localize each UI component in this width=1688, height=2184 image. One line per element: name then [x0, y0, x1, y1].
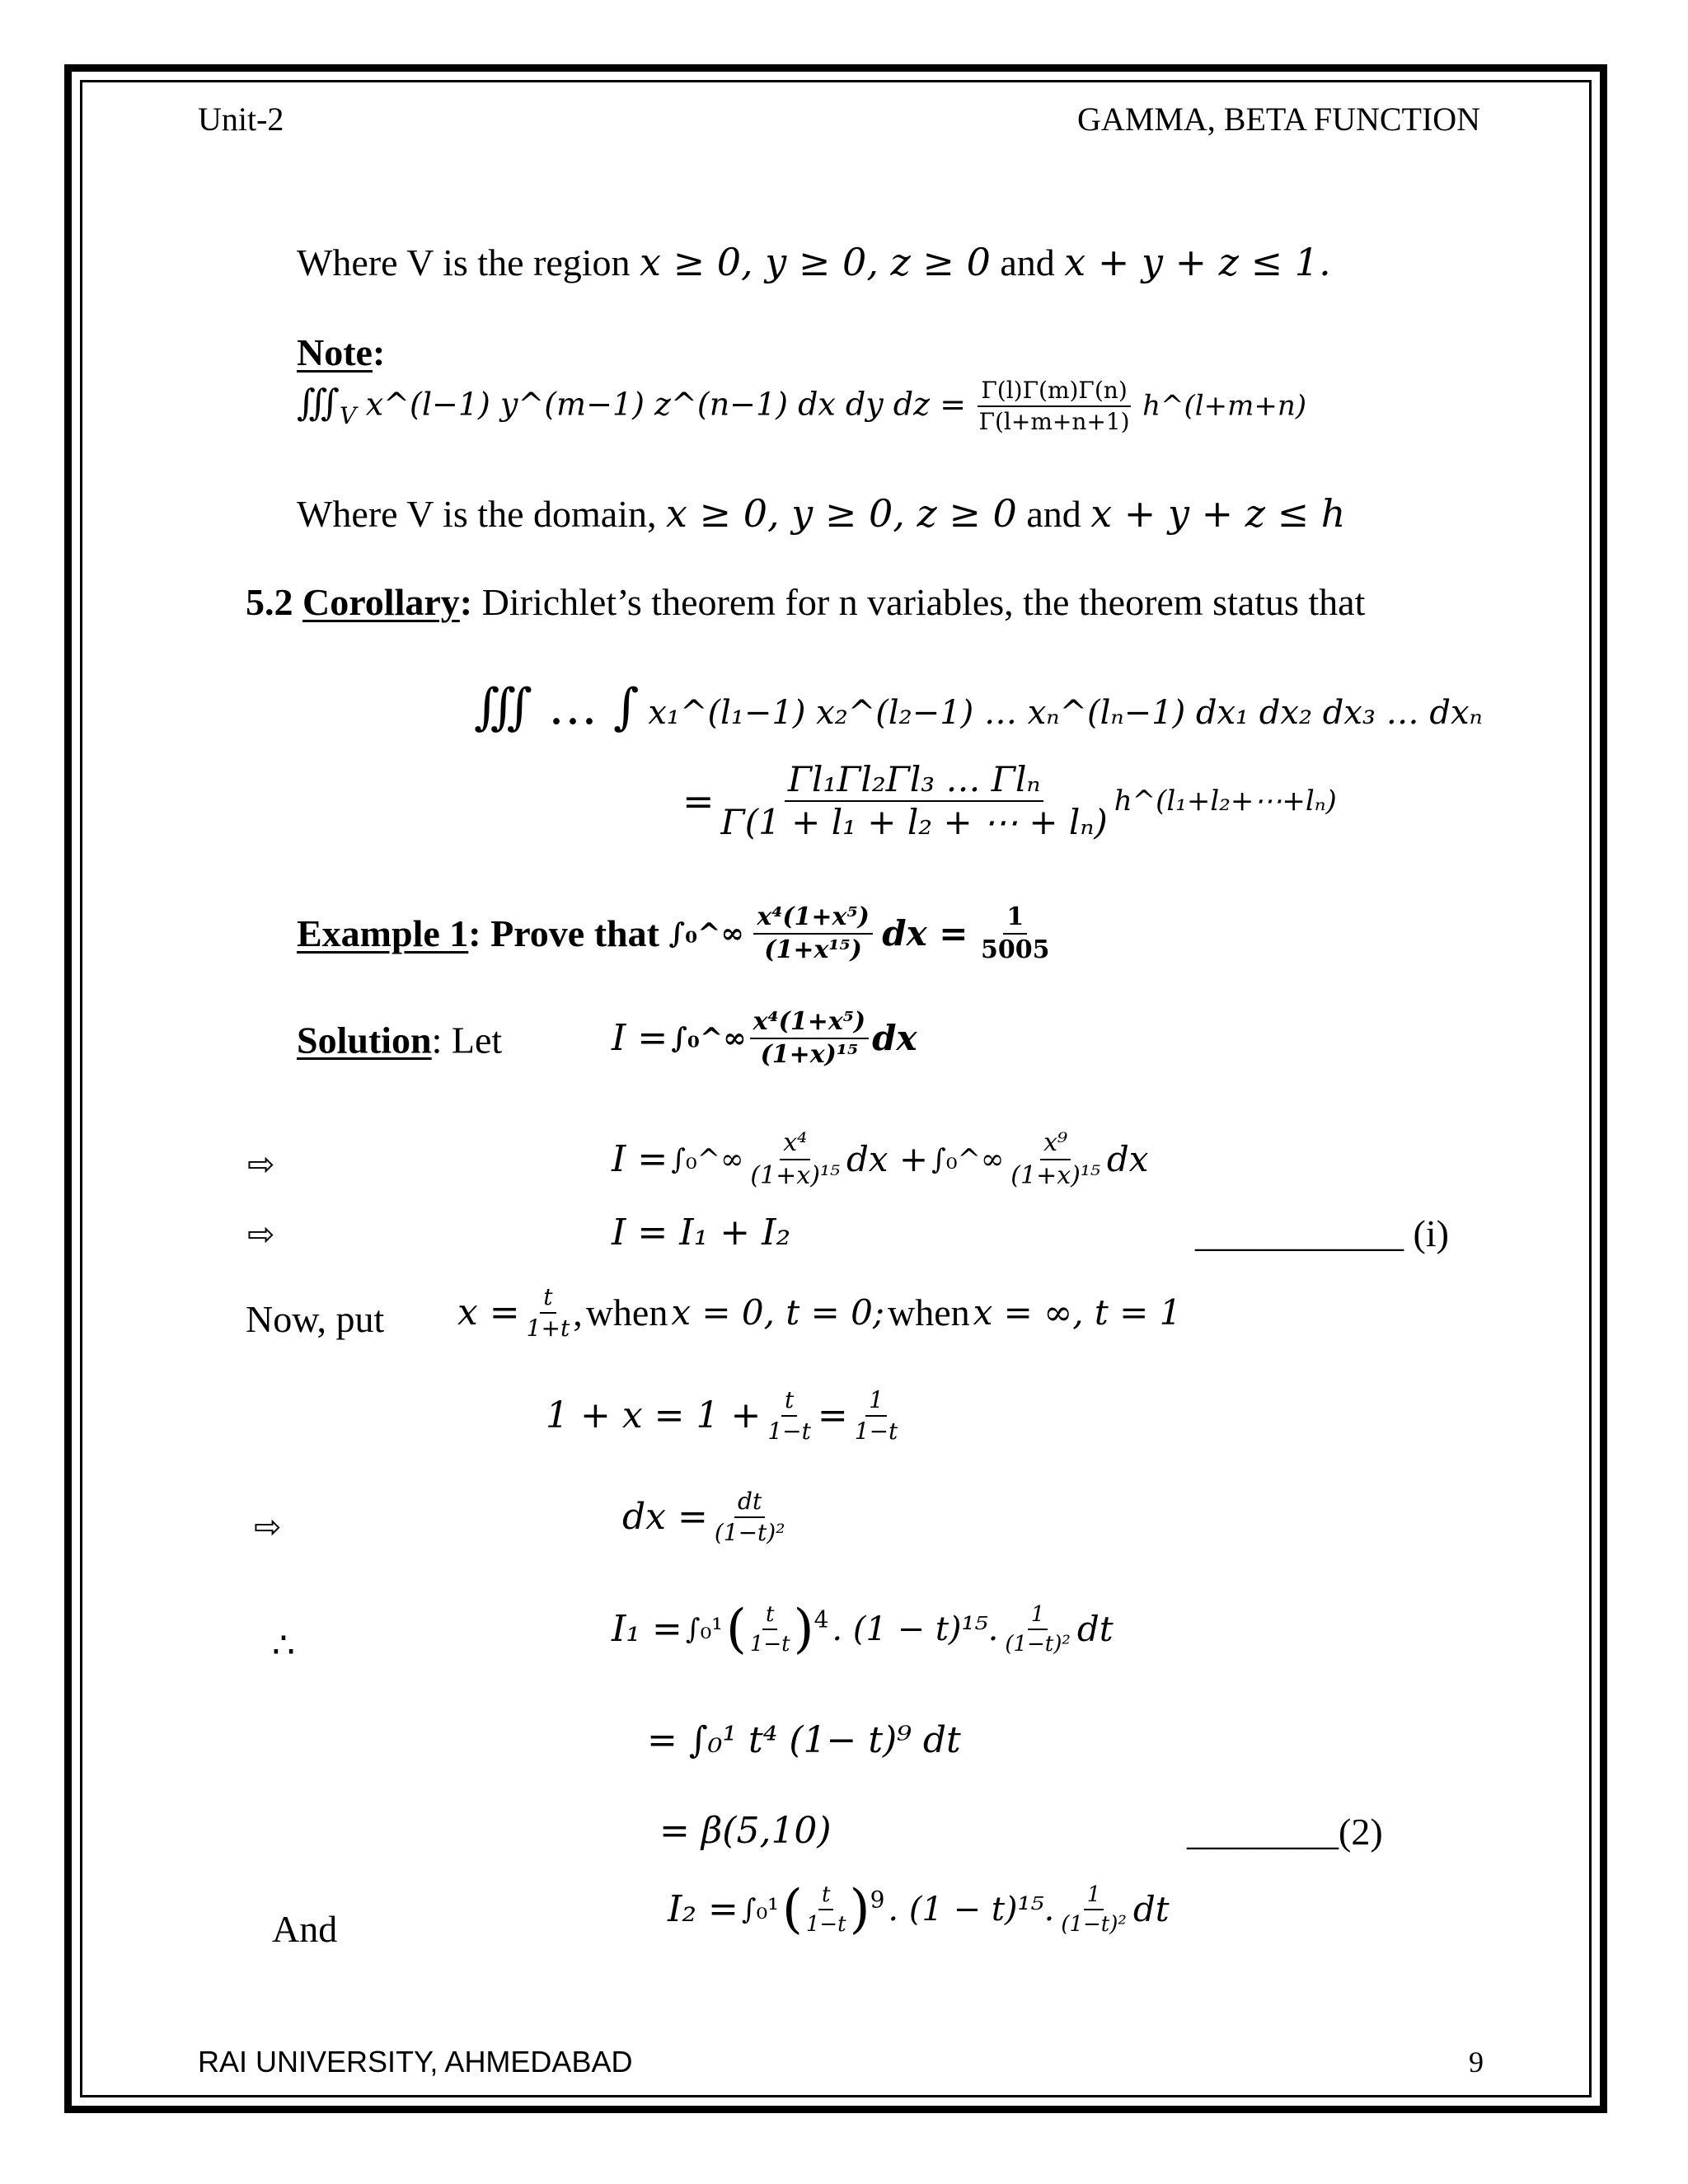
domain-and: and [1026, 493, 1081, 535]
solution-num: x⁴(1+x⁵) [750, 1010, 869, 1039]
i1-dt: dt [1076, 1609, 1114, 1649]
therefore-symbol: ∴ [272, 1625, 295, 1666]
i1-lhs: I₁ = [612, 1608, 682, 1650]
dirichlet-fraction [718, 759, 1111, 842]
i2-integral: ∫₀¹ [741, 1893, 779, 1926]
substitution-lhs: x = [457, 1291, 520, 1333]
domain-line [297, 491, 1346, 536]
step1-den1: (1+x)¹⁵ [750, 1161, 840, 1190]
dirichlet-integral-line [474, 678, 1483, 736]
example-num: x⁴(1+x⁵) [753, 905, 872, 935]
example-den: (1+x¹⁵) [764, 935, 862, 964]
region-math: x ≥ 0, y ≥ 0, z ≥ 0 [640, 240, 991, 284]
note-colon: : [372, 331, 386, 373]
i1-simplified: = ∫₀¹ t⁴ (1− t)⁹ dt [647, 1719, 961, 1761]
dirichlet-equals: = [682, 779, 715, 823]
equation-tag-i: ___________ (i) [1195, 1212, 1449, 1254]
i1-num: t [762, 1604, 777, 1630]
region-line [297, 240, 1331, 284]
substitution-label: Now, put [246, 1298, 385, 1340]
step2-equation: I = I₁ + I₂ [612, 1212, 791, 1254]
substitution-formula [457, 1283, 1182, 1342]
i1-den: 1−t [749, 1632, 790, 1657]
note-label: Note [297, 331, 373, 373]
dirichlet-result-line [682, 759, 1337, 842]
i2-fden: (1−t)² [1061, 1912, 1127, 1937]
step1-dx: dx [1106, 1139, 1149, 1179]
page-number: 9 [1469, 2046, 1484, 2079]
one-plus-x-den2: 1−t [854, 1418, 898, 1445]
note-formula [297, 379, 1306, 434]
corollary-label: Corollary [302, 581, 460, 623]
corollary-colon: : [459, 581, 473, 623]
solution-den: (1+x)¹⁵ [760, 1040, 859, 1069]
region-and: and [1000, 241, 1055, 284]
region-text: Where V is the region [297, 241, 631, 284]
solution-label: Solution [297, 1019, 432, 1062]
step1-den2: (1+x)¹⁵ [1010, 1161, 1100, 1190]
i2-right-paren: ) [849, 1879, 870, 1940]
step1-formula [612, 1128, 1149, 1190]
solution-text: : Let [431, 1019, 503, 1062]
i2-fraction-2 [1057, 1884, 1130, 1935]
dirichlet-tail: h^(l₁+l₂+⋯+lₙ) [1114, 785, 1337, 818]
i1-fnum: 1 [1028, 1604, 1048, 1630]
i2-label: And [272, 1908, 338, 1950]
substitution-cond-2: x = ∞, t = 1 [973, 1292, 1182, 1333]
substitution-num: t [540, 1286, 556, 1314]
solution-lhs: I = [612, 1017, 668, 1059]
one-plus-x-lhs: 1 + x = 1 + [546, 1394, 762, 1436]
dirichlet-frac-den: Γ(1 + l₁ + l₂ + ⋯ + lₙ) [720, 802, 1108, 842]
i2-lhs: I₂ = [668, 1888, 738, 1930]
corollary-text: Dirichlet’s theorem for n variables, the theorem status that [481, 581, 1366, 623]
note-integrand: x^(l−1) y^(m−1) z^(n−1) dx dy dz = [365, 386, 967, 423]
implies-arrow-icon: ⇨ [247, 1146, 275, 1183]
header-title: GAMMA, BETA FUNCTION [1077, 101, 1481, 138]
implies-arrow-icon: ⇨ [247, 1216, 275, 1254]
example-label: Example 1 [297, 912, 469, 954]
equation-tag-2: ________(2) [1187, 1811, 1383, 1853]
substitution-den: 1+t [526, 1315, 570, 1342]
i1-right-paren: ) [793, 1599, 814, 1660]
one-plus-x-fraction-2 [851, 1386, 902, 1445]
substitution-cond-1: x = 0, t = 0; [671, 1292, 884, 1333]
i2-num: t [818, 1884, 833, 1910]
one-plus-x-den1: 1−t [767, 1418, 811, 1445]
i2-den: 1−t [805, 1912, 846, 1937]
one-plus-x-num2: 1 [865, 1389, 887, 1417]
solution-line [297, 1018, 503, 1062]
solution-integral: ∫₀^∞ [671, 1022, 747, 1055]
solution-formula [612, 1007, 917, 1069]
step1-integral-1: ∫₀^∞ [671, 1143, 744, 1176]
example-result-num: 1 [1003, 905, 1027, 935]
step1-fraction-1 [747, 1128, 843, 1190]
corollary-number: 5.2 [246, 581, 293, 623]
dirichlet-integrand: x₁^(l₁−1) x₂^(l₂−1) … xₙ^(lₙ−1) dx₁ dx₂ dx₃ … dxₙ [648, 694, 1483, 732]
solution-fraction [750, 1007, 869, 1069]
solution-dx: dx [872, 1018, 917, 1058]
example-line [297, 902, 1053, 964]
implies-arrow-icon: ⇨ [254, 1508, 282, 1546]
header-unit: Unit-2 [198, 101, 284, 138]
step1-integral-2: ∫₀^∞ [931, 1143, 1005, 1176]
dx-lhs: dx = [622, 1496, 708, 1538]
i1-fraction [747, 1604, 794, 1655]
one-plus-x-eq: = [817, 1394, 848, 1436]
i1-mid: . (1 − t)¹⁵. [832, 1610, 999, 1648]
i1-formula [612, 1599, 1114, 1660]
dx-den: (1−t)² [714, 1519, 785, 1546]
domain-math: x ≥ 0, y ≥ 0, z ≥ 0 [665, 491, 1017, 536]
domain-math2: x + y + z ≤ h [1090, 491, 1346, 536]
example-result [978, 902, 1053, 964]
i1-integral: ∫₀¹ [685, 1613, 723, 1646]
i2-fraction [803, 1884, 850, 1935]
substitution-comma: , [573, 1291, 583, 1333]
region-math2: x + y + z ≤ 1. [1064, 240, 1331, 284]
i1-fden: (1−t)² [1005, 1632, 1071, 1657]
i1-fraction-2 [1001, 1604, 1074, 1655]
example-result-den: 5005 [981, 935, 1050, 964]
i1-left-paren: ( [725, 1599, 747, 1660]
note-frac-num: Γ(l)Γ(m)Γ(n) [978, 379, 1130, 407]
note-heading [297, 331, 386, 373]
i2-fnum: 1 [1084, 1884, 1104, 1910]
substitution-when-2: when [888, 1291, 970, 1333]
step1-mid: dx + [846, 1139, 929, 1179]
step1-lhs: I = [612, 1138, 668, 1180]
i2-power: 9 [870, 1886, 885, 1914]
one-plus-x-num1: t [781, 1389, 797, 1417]
note-fraction [976, 379, 1133, 434]
triple-integral-sign: ∭ [297, 382, 340, 424]
dx-fraction [711, 1490, 789, 1544]
example-dx: dx = [882, 913, 968, 954]
dirichlet-integral-signs: ∭ … ∫ [474, 678, 640, 736]
one-plus-x-formula [546, 1386, 901, 1445]
dx-num: dt [734, 1490, 765, 1518]
i2-left-paren: ( [781, 1879, 803, 1940]
i1-power: 4 [814, 1605, 829, 1633]
note-subscript: V [340, 401, 357, 429]
substitution-when-1: when [585, 1291, 668, 1333]
i2-mid: . (1 − t)¹⁵. [888, 1891, 1055, 1929]
step1-fraction-2 [1007, 1128, 1104, 1190]
i2-dt: dt [1132, 1889, 1170, 1929]
beta-result: = β(5,10) [659, 1810, 832, 1852]
domain-text: Where V is the domain, [297, 493, 657, 535]
note-tail: h^(l+m+n) [1142, 389, 1306, 423]
note-frac-den: Γ(l+m+n+1) [978, 408, 1130, 435]
example-text: : Prove that [468, 912, 659, 954]
substitution-fraction [523, 1283, 574, 1342]
dx-formula [622, 1490, 788, 1544]
dirichlet-frac-num: Γl₁Γl₂Γl₃ … Γlₙ [785, 762, 1044, 802]
step1-num2: x⁹ [1040, 1131, 1071, 1160]
footer-university: RAI UNIVERSITY, AHMEDABAD [198, 2045, 633, 2079]
i2-formula [668, 1879, 1170, 1940]
step1-num1: x⁴ [780, 1131, 810, 1160]
corollary-line [246, 583, 1365, 621]
one-plus-x-fraction-1 [764, 1386, 814, 1445]
example-fraction [753, 902, 872, 964]
example-integral: ∫₀^∞ [668, 917, 744, 950]
